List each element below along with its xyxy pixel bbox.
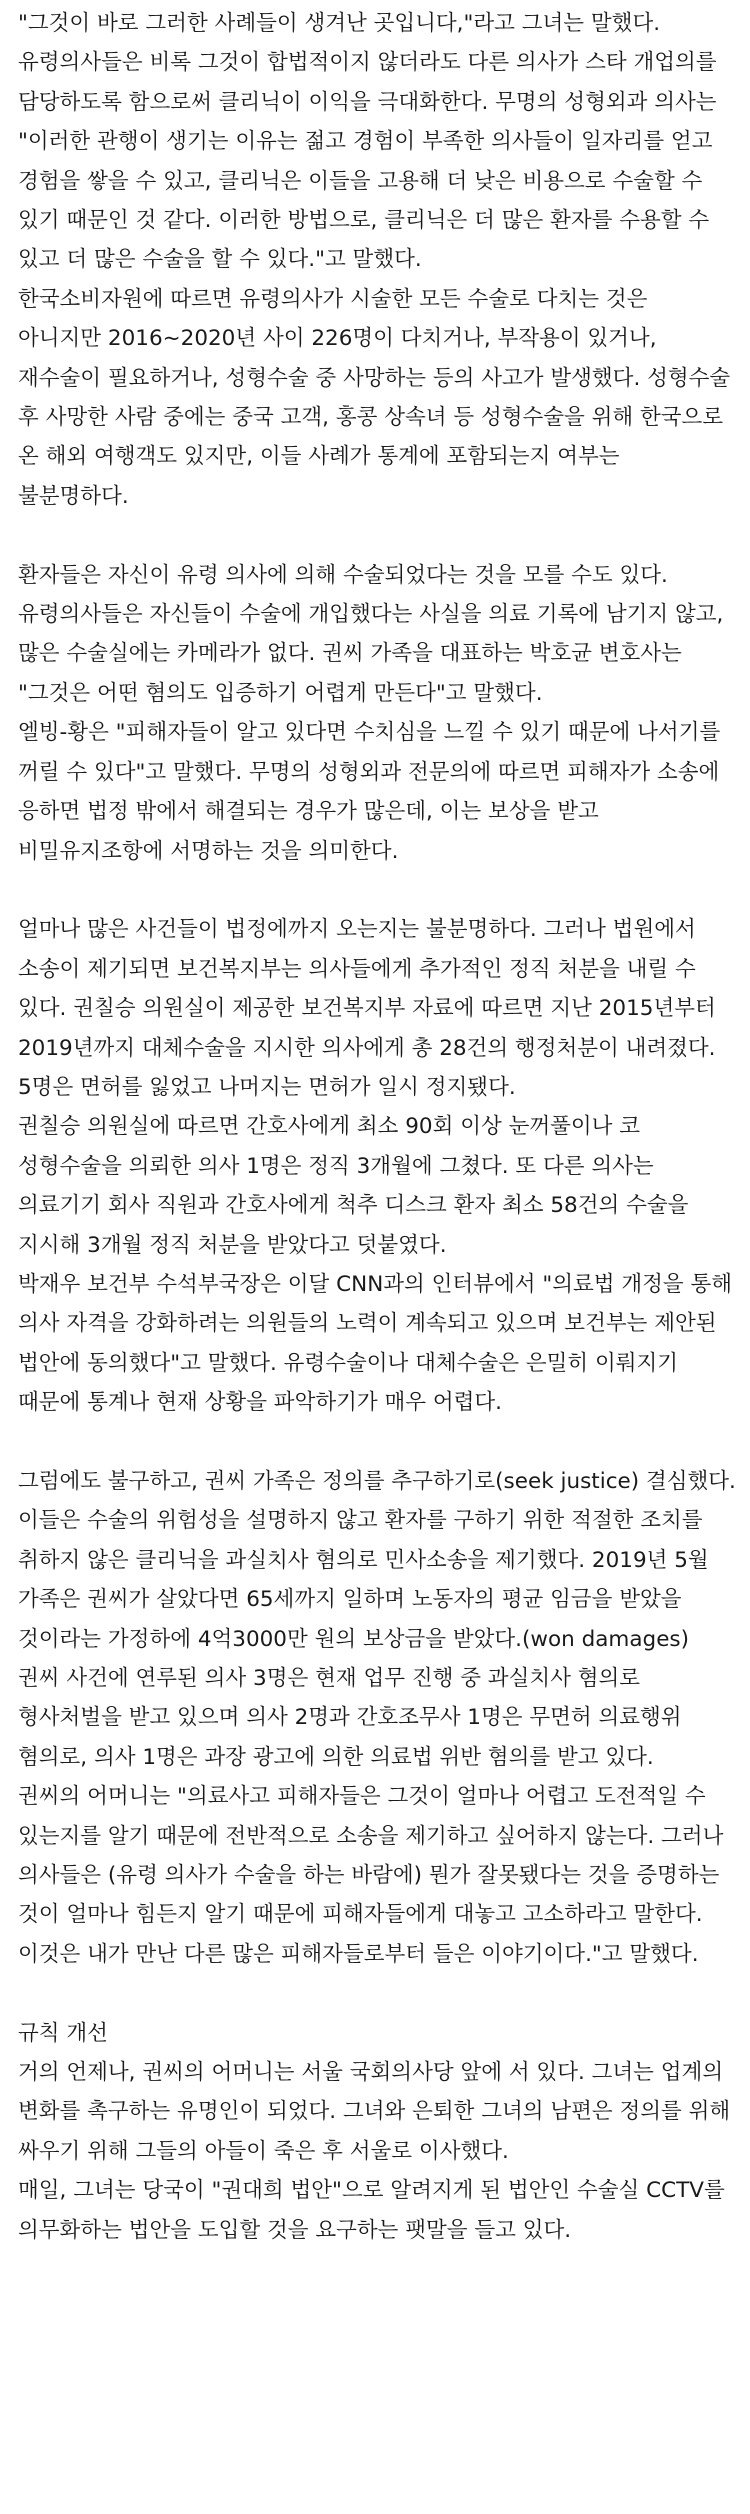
article-paragraph: 매일, 그녀는 당국이 "권대희 법안"으로 알려지게 된 법안인 수술실 CCTV를 의무화하는 법안을 도입할 것을 요구하는 팻말을 들고 있다. xyxy=(18,2178,725,2243)
section-heading: 규칙 개선 xyxy=(18,2020,108,2046)
article-paragraph: 거의 언제나, 권씨의 어머니는 서울 국회의사당 앞에 서 있다. 그녀는 업계의 변화를 촉구하는 유명인이 되었다. 그녀와 은퇴한 그녀의 남편은 정의를 위해 싸우기 위해 그들의 아들이 죽은 후 서울로 이사했다. xyxy=(18,2060,731,2164)
article-paragraph: "그것이 바로 그러한 사례들이 생겨난 곳입니다,"라고 그녀는 말했다. xyxy=(18,11,661,36)
article-paragraph: 엘빙-황은 "피해자들이 알고 있다면 수치심을 느낄 수 있기 때문에 나서기를 꺼릴 수 있다"고 말했다. 무명의 성형외과 전문의에 따르면 피해자가 소송에 응하면 법정 밖에서 해결되는 경우가 많은데, 이는 보상을 받고 비밀유지조항에 서명하는 것을 의미한다. xyxy=(18,720,721,864)
article-paragraph: 환자들은 자신이 유령 의사에 의해 수술되었다는 것을 모를 수도 있다. 유령의사들은 자신들이 수술에 개입했다는 사실을 의료 기록에 남기지 않고, 많은 수술실에는 카메라가 없다. 권씨 가족을 대표하는 박호균 변호사는 "그것은 어떤 혐의도 입증하기 어렵게 만든다"고 말했다. xyxy=(18,562,724,706)
article-paragraph: 얼마나 많은 사건들이 법정에까지 오는지는 불분명하다. 그러나 법원에서 소송이 제기되면 보건복지부는 의사들에게 추가적인 정직 처분을 내릴 수 있다. 권칠승 의원실이 제공한 보건복지부 자료에 따르면 지난 2015년부터 2019년까지 대체수술을 지시한 의사에게 총 28건의 행정처분이 내려졌다. 5명은 면허를 잃었고 나머지는 면허가 일시 정지됐다. xyxy=(18,917,716,1100)
article-paragraph: 권칠승 의원실에 따르면 간호사에게 최소 90회 이상 눈꺼풀이나 코 성형수술을 의뢰한 의사 1명은 정직 3개월에 그쳤다. 또 다른 의사는 의료기기 회사 직원과 간호사에게 척추 디스크 환자 최소 58건의 수술을 지시해 3개월 정직 처분을 받았다고 덧붙였다. xyxy=(18,1114,689,1258)
article-paragraph: 박재우 보건부 수석부국장은 이달 CNN과의 인터뷰에서 "의료법 개정을 통해 의사 자격을 강화하려는 의원들의 노력이 계속되고 있으며 보건부는 제안된 법안에 동의했다"고 말했다. 유령수술이나 대체수술은 은밀히 이뤄지기 때문에 통계나 현재 상황을 파악하기가 매우 어렵다. xyxy=(18,1271,733,1416)
article-paragraph: 권씨 사건에 연루된 의사 3명은 현재 업무 진행 중 과실치사 혐의로 형사처벌을 받고 있으며 의사 2명과 간호조무사 1명은 무면허 의료행위 혐의로, 의사 1명은 과장 광고에 의한 의료법 위반 혐의를 받고 있다. xyxy=(18,1666,682,1770)
article-paragraph: 유령의사들은 비록 그것이 합법적이지 않더라도 다른 의사가 스타 개업의를 담당하도록 함으로써 클리닉이 이익을 극대화한다. 무명의 성형외과 의사는 "이러한 관행이 생기는 이유는 젊고 경험이 부족한 의사들이 일자리를 얻고 경험을 쌓을 수 있고, 클리닉은 이들을 고용해 더 낮은 비용으로 수술할 수 있기 때문인 것 같다. 이러한 방법으로, 클리닉은 더 많은 환자를 수용할 수 있고 더 많은 수술을 할 수 있다."고 말했다. xyxy=(18,50,717,273)
article-paragraph: 한국소비자원에 따르면 유령의사가 시술한 모든 수술로 다치는 것은 아니지만 2016~2020년 사이 226명이 다치거나, 부작용이 있거나, 재수술이 필요하거나, 성형수술 중 사망하는 등의 사고가 발생했다. 성형수술 후 사망한 사람 중에는 중국 고객, 홍콩 상속녀 등 성형수술을 위해 한국으로 온 해외 여행객도 있지만, 이들 사례가 통계에 포함되는지 여부는 불분명하다. xyxy=(18,286,731,509)
article-paragraph: 권씨의 어머니는 "의료사고 피해자들은 그것이 얼마나 어렵고 도전적일 수 있는지를 알기 때문에 전반적으로 소송을 제기하고 싶어하지 않는다. 그러나 의사들은 (유령 의사가 수술을 하는 바람에) 뭔가 잘못됐다는 것을 증명하는 것이 얼마나 힘든지 알기 때문에 피해자들에게 대놓고 고소하라고 말한다. 이것은 내가 만난 다른 많은 피해자들로부터 들은 이야기이다."고 말했다. xyxy=(18,1784,724,1967)
article-paragraph: 그럼에도 불구하고, 권씨 가족은 정의를 추구하기로(seek justice) 결심했다. 이들은 수술의 위험성을 설명하지 않고 환자를 구하기 위한 적절한 조치를 취하지 않은 클리닉을 과실치사 혐의로 민사소송을 제기했다. 2019년 5월 가족은 권씨가 살았다면 65세까지 일하며 노동자의 평균 임금을 받았을 것이라는 가정하에 4억3000만 원의 보상금을 받았다.(won damages) xyxy=(18,1468,736,1652)
